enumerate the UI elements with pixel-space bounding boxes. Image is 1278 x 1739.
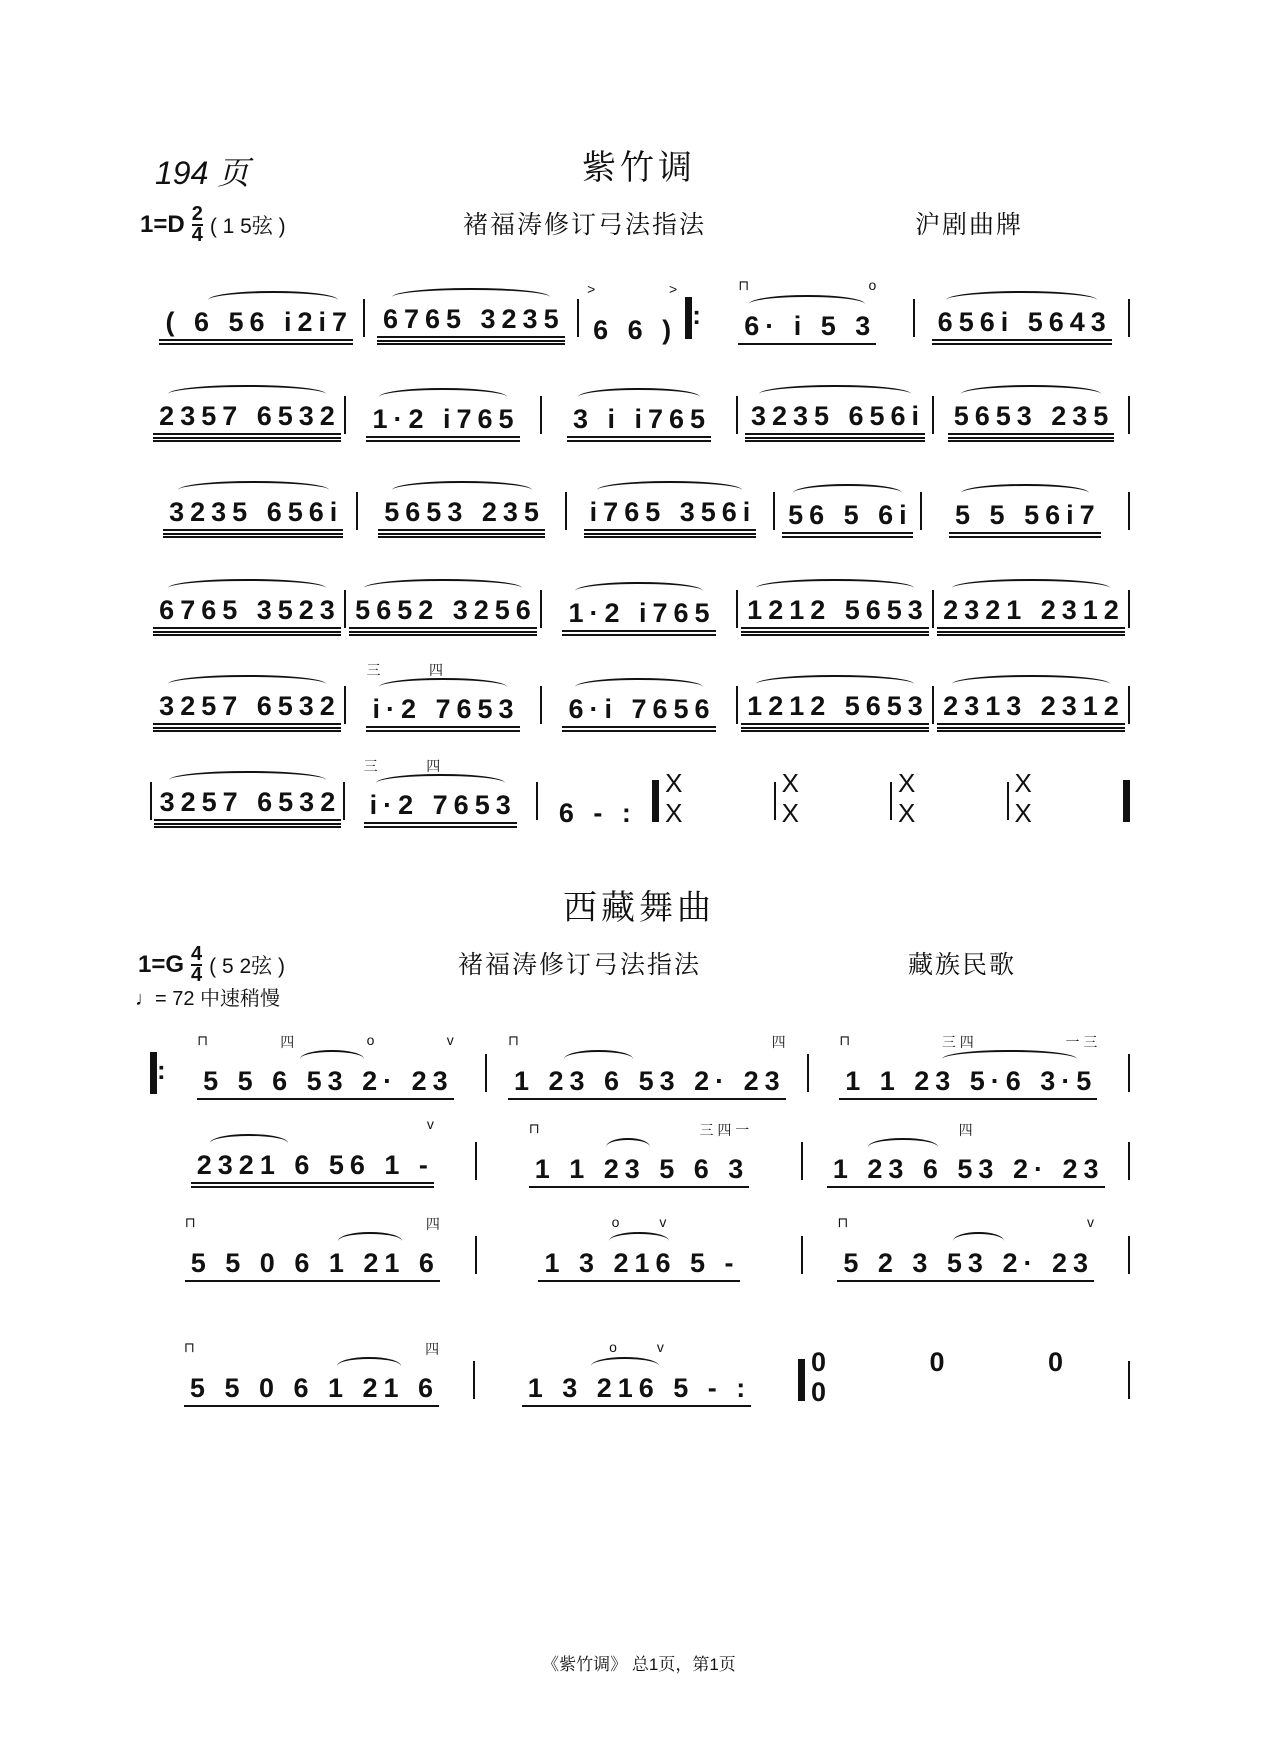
song1-row-2: 2357 6532 1·2 i765 3 i i765 3235 656i 5653 235 [150,372,1130,442]
song1-key-signature [140,205,286,245]
song2-row-4: ⊓ 四 5 5 0 6 1 21 6 o v 1 3 216 5 - : 0 0 0 0 [150,1337,1130,1407]
measure: 6765 3235 [365,275,578,345]
song2-tempo: ♩= 72 中速稍慢 [135,988,281,1010]
song2-time-signature: $\frac{4}{4}$ [191,943,203,986]
song1-origin: 沪剧曲牌 [915,210,1024,239]
measure: ( 6 56 i2i7 [150,275,363,345]
song1-title: 紫竹调 [582,148,696,188]
song1-key: 1=D [140,211,185,238]
song1-row-3: 3235 656i 5653 235 i765 356i 56 5 6i 5 5 56i7 [150,468,1130,538]
song1-time-signature: $\frac{2}{4}$ [191,203,203,246]
song2-row-2: v 2321 6 56 1 - ⊓ 三 四 一 1 1 23 5 6 3 四 1 23 6 53 2· 23 [150,1118,1130,1188]
measure: ⊓ o 6· i 5 3 [701,275,914,345]
song2-editor: 褚福涛修订弓法指法 [458,950,702,979]
page-number-label: 194 页 [155,155,250,191]
song2-origin: 藏族民歌 [908,950,1017,979]
page-footer: 《紫竹调》 总1页，第1页 [542,1655,736,1674]
song2-row-3: ⊓ 四 5 5 0 6 1 21 6 o v 1 3 216 5 - ⊓ v 5 2 3 53 2· 23 [150,1212,1130,1282]
song1-editor: 褚福涛修订弓法指法 [463,210,707,239]
measure: 656i 5643 [915,275,1128,345]
song1-row-1: ( 6 56 i2i7 6765 3235 > > 6 6 ) : ⊓ o 6· i 5 3 656i 5643 [150,275,1130,345]
song2-title: 西藏舞曲 [563,888,715,928]
song1-strings: ( 1 5弦 ) [209,215,286,238]
song1-row-5: 3257 6532 三 四 i·2 7653 6·i 7656 1212 5653 2313 2312 [150,662,1130,732]
song2-key-signature: 1=G $\frac{4}{4}$ ( 5 2弦 ) [138,943,286,986]
song1-row-6: 3257 6532 三 四 i·2 7653 6 - : X X X X X X X X [150,758,1130,828]
measure: > > 6 6 ) [587,281,678,345]
song1-row-4: 6765 3523 5652 3256 1·2 i765 1212 5653 2321 2312 [150,566,1130,636]
song2-row-1: : ⊓ 四 o v 5 5 6 53 2· 23 ⊓ 四 1 23 6 53 2· 23 ⊓ 三 四 一 三 1 1 23 5·6 3·5 [150,1030,1130,1100]
